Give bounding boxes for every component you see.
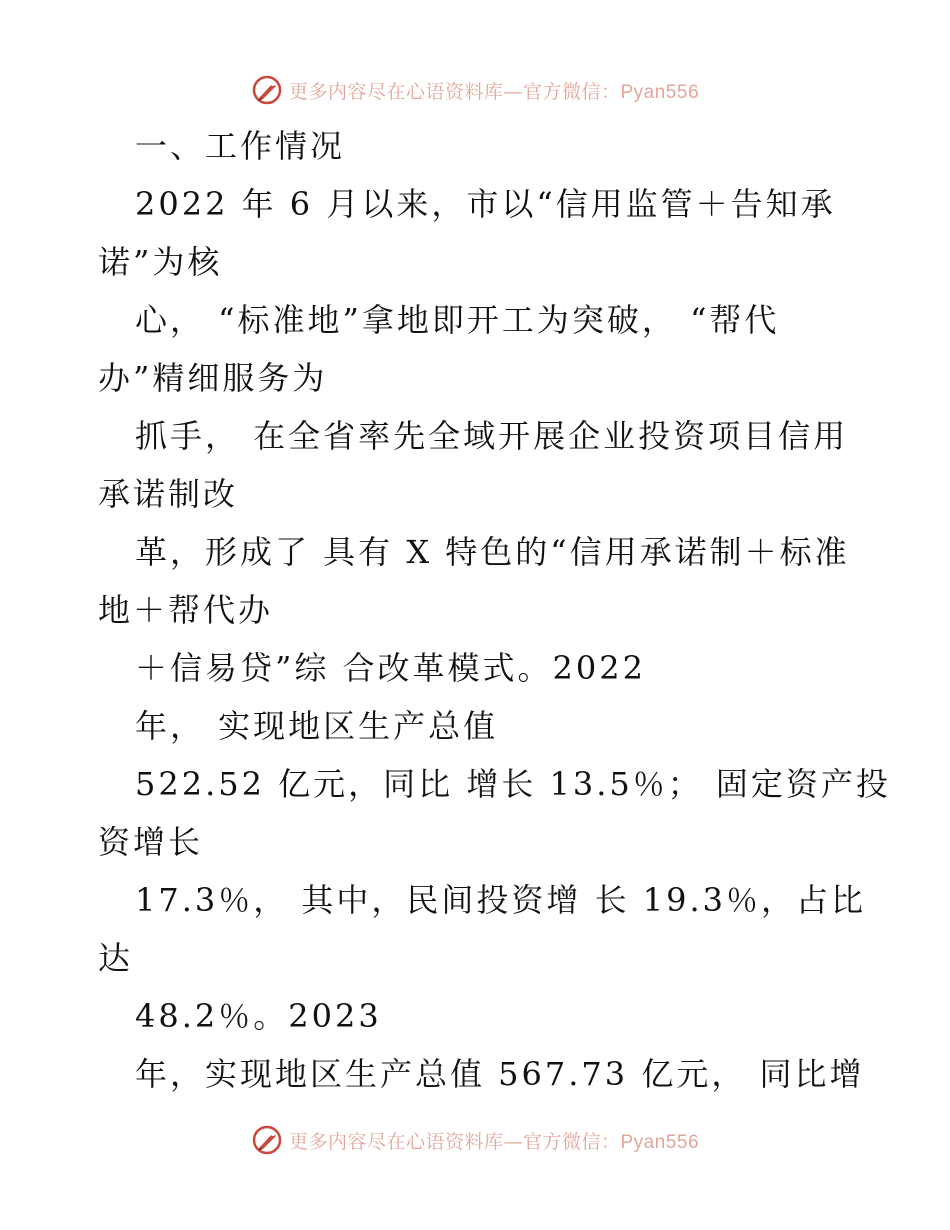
header-watermark [0,70,950,110]
text-line: 48.2％。2023 [135,997,382,1035]
text-line: 17.3％， 其中，民间投资增 长 19.3％，占比 [135,881,867,919]
text-line: 办”精细服务为 [98,359,328,397]
text-line: 年， 实现地区生产总值 [135,707,499,745]
text-line: 522.52 亿元，同比 增长 13.5％； 固定资产投 [135,765,891,803]
text-line: 承诺制改 [98,475,239,513]
text-line: 革，形成了 具有 X 特色的“信用承诺制＋标准 [135,533,850,571]
text-line: 诺”为核 [98,243,223,281]
text-line: 地＋帮代办 [98,591,274,629]
watermark-text: 更多内容尽在心语资料库—官方微信：Pyan556 [288,1130,700,1153]
text-line: 心， “标准地”拿地即开工为突破， “帮代 [135,301,780,339]
text-line: 2022 年 6 月以来，市以“信用监管＋告知承 [135,185,836,223]
watermark-text: 更多内容尽在心语资料库—官方微信：Pyan556 [288,80,700,103]
text-line: ＋信易贷”综 合改革模式。2022 [135,649,646,687]
text-line: 资增长 [98,823,204,861]
text-line: 达 [98,939,134,977]
text-line: 年，实现地区生产总值 567.73 亿元， 同比增 [135,1055,865,1093]
pen-logo-icon [251,74,283,106]
footer-watermark [0,1120,950,1160]
text-line: 一、工作情况 [135,127,346,165]
text-line: 抓手， 在全省率先全域开展企业投资项目信用 [135,417,849,455]
pen-logo-icon [251,1124,283,1156]
